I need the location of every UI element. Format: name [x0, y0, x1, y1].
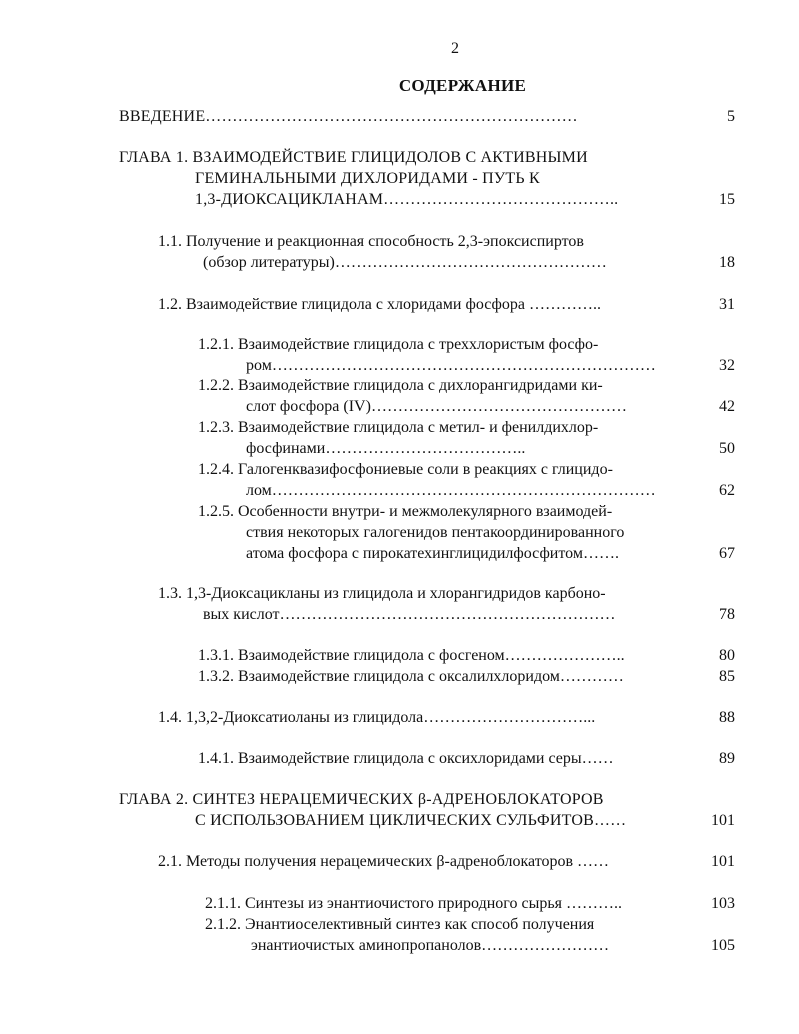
toc-entry-1-3-2[interactable]: 1.3.2. Взаимодействие глицидола с оксалилхлоридом…………: [198, 668, 624, 685]
toc-entry-1-3-line-2: вых кислот………………………………………………………: [203, 606, 616, 623]
toc-page-1-2-4: 62: [719, 482, 735, 499]
toc-page-1-3: 78: [719, 606, 735, 623]
toc-page-2-1-2: 105: [711, 937, 735, 954]
toc-entry-1-2-5-line-2: ствия некоторых галогенидов пентакоординированного: [246, 524, 625, 541]
toc-entry-2-1-2-line-2: энантиочистых аминопропанолов……………………: [251, 937, 610, 954]
toc-page-1-4: 88: [719, 709, 735, 726]
toc-page-2-1-1: 103: [711, 895, 735, 912]
toc-entry-1-1-line-2: (обзор литературы)……………………………………………: [203, 254, 607, 271]
toc-page-2-1: 101: [711, 853, 735, 870]
toc-page-1-2-5: 67: [719, 545, 735, 562]
toc-entry-1-1[interactable]: 1.1. Получение и реакционная способность 2,3-эпоксиспиртов: [158, 233, 584, 250]
toc-entry-1-2-4-line-2: лом………………………………………………………………: [246, 482, 656, 499]
toc-page-1-1: 18: [719, 254, 735, 271]
toc-page-1-2: 31: [719, 296, 735, 313]
toc-page-chapter-1: 15: [719, 191, 735, 208]
toc-page-chapter-2: 101: [711, 812, 735, 829]
toc-entry-chapter-1-line-3: 1,3-ДИОКСАЦИКЛАНАМ……………………………………..: [195, 191, 619, 208]
toc-entry-2-1[interactable]: 2.1. Методы получения нерацемических β-адреноблокаторов ……: [158, 853, 610, 870]
toc-entry-1-2-4[interactable]: 1.2.4. Галогенквазифосфониевые соли в реакциях с глицидо-: [198, 461, 613, 478]
toc-page-1-3-1: 80: [719, 647, 735, 664]
toc-page-1-2-3: 50: [719, 440, 735, 457]
toc-entry-1-2-1[interactable]: 1.2.1. Взаимодействие глицидола с треххлористым фосфо-: [198, 336, 599, 353]
toc-entry-1-2-5[interactable]: 1.2.5. Особенности внутри- и межмолекулярного взаимодей-: [198, 503, 613, 520]
toc-title: СОДЕРЖАНИЕ: [398, 76, 527, 95]
toc-entry-1-2[interactable]: 1.2. Взаимодействие глицидола с хлоридами фосфора …………..: [158, 296, 601, 313]
toc-entry-1-2-1-line-2: ром………………………………………………………………: [246, 357, 656, 374]
toc-entry-1-4-1[interactable]: 1.4.1. Взаимодействие глицидола с оксихлоридами серы……: [198, 750, 614, 767]
toc-page-1-2-1: 32: [719, 357, 735, 374]
toc-entry-1-2-3[interactable]: 1.2.3. Взаимодействие глицидола с метил- и фенилдихлор-: [198, 419, 599, 436]
toc-page-1-3-2: 85: [719, 668, 735, 685]
toc-entry-chapter-1-line-2: ГЕМИНАЛЬНЫМИ ДИХЛОРИДАМИ - ПУТЬ К: [195, 170, 540, 187]
toc-entry-2-1-1[interactable]: 2.1.1. Синтезы из энантиочистого природного сырья ………..: [205, 895, 622, 912]
toc-entry-1-2-3-line-2: фосфинами………………………………..: [246, 440, 526, 457]
toc-entry-chapter-2[interactable]: ГЛАВА 2. СИНТЕЗ НЕРАЦЕМИЧЕСКИХ β-АДРЕНОБЛОКАТОРОВ: [119, 791, 604, 808]
toc-entry-1-4[interactable]: 1.4. 1,3,2-Диоксатиоланы из глицидола…………………………...: [158, 709, 596, 726]
toc-entry-1-3-1[interactable]: 1.3.1. Взаимодействие глицидола с фосгеном…………………..: [198, 647, 625, 664]
toc-entry-1-2-5-line-3: атома фосфора с пирокатехинглицидилфосфитом…….: [246, 545, 619, 562]
toc-entry-intro[interactable]: ВВЕДЕНИЕ……………………………………………………………: [119, 108, 578, 125]
toc-entry-chapter-1[interactable]: ГЛАВА 1. ВЗАИМОДЕЙСТВИЕ ГЛИЦИДОЛОВ С АКТИВНЫМИ: [119, 149, 588, 166]
page-number: 2: [451, 40, 459, 57]
toc-entry-2-1-2[interactable]: 2.1.2. Энантиоселективный синтез как способ получения: [205, 916, 595, 933]
toc-entry-chapter-2-line-2: С ИСПОЛЬЗОВАНИЕМ ЦИКЛИЧЕСКИХ СУЛЬФИТОВ……: [195, 812, 627, 829]
toc-page-1-2-2: 42: [719, 398, 735, 415]
toc-page-1-4-1: 89: [719, 750, 735, 767]
toc-entry-1-3[interactable]: 1.3. 1,3-Диоксацикланы из глицидола и хлорангидридов карбоно-: [158, 585, 606, 602]
toc-entry-1-2-2[interactable]: 1.2.2. Взаимодействие глицидола с дихлорангидридами ки-: [198, 377, 603, 394]
toc-page-intro: 5: [727, 108, 735, 125]
toc-entry-1-2-2-line-2: слот фосфора (IV)…………………………………………: [246, 398, 627, 415]
